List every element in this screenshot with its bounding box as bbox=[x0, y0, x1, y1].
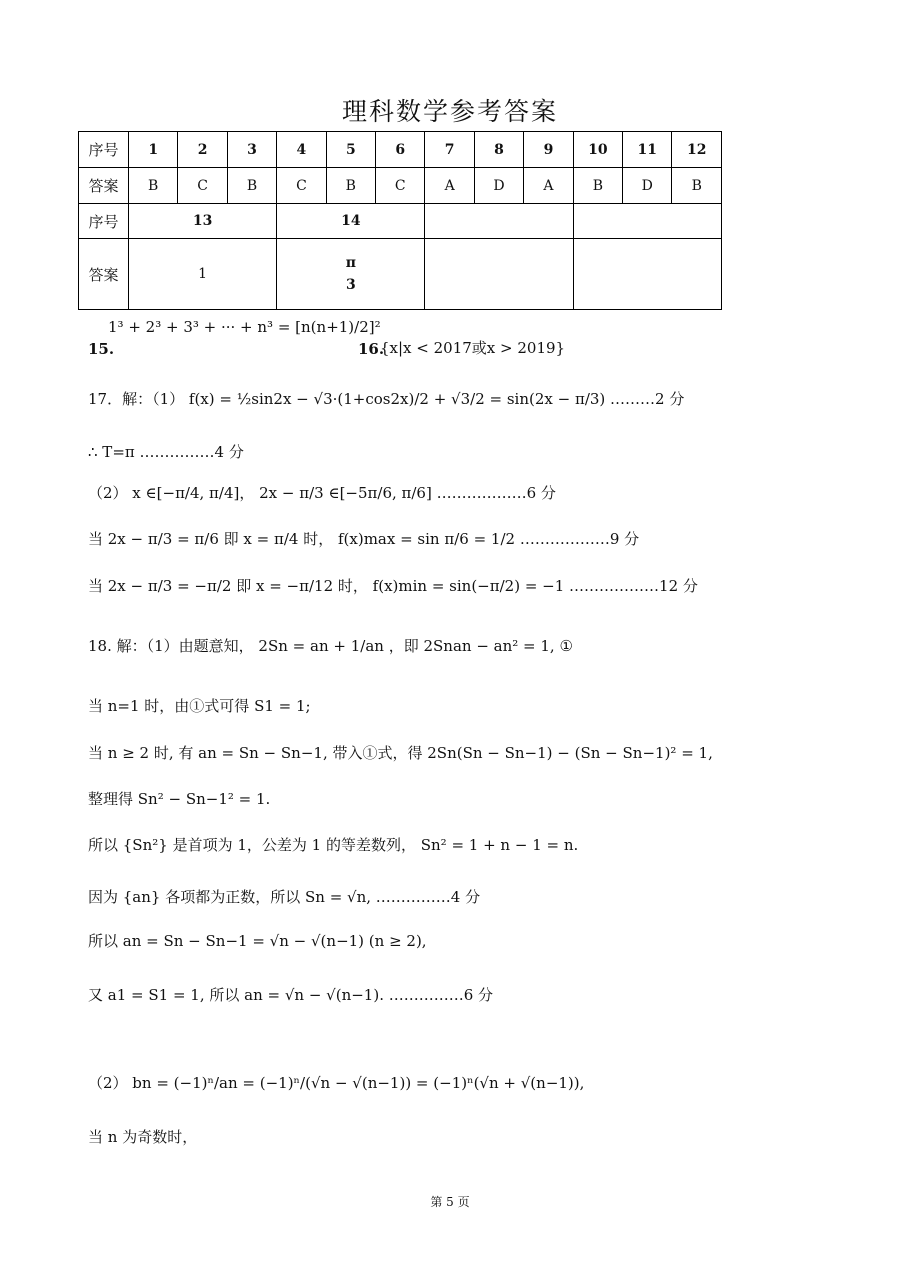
answer-fraction bbox=[346, 252, 356, 297]
question-number: 6 bbox=[376, 132, 425, 168]
question-number: 9 bbox=[524, 132, 573, 168]
q18-n-equals-1: 当 n=1 时，由①式可得 S1 = 1; bbox=[88, 697, 311, 715]
q18-part2: （2） bn = (−1)ⁿ/an = (−1)ⁿ/(√n − √(n−1)) = (−1)ⁿ(√n + √(n−1)), bbox=[88, 1074, 585, 1092]
question-number: 1 bbox=[129, 132, 178, 168]
q18-odd-case: 当 n 为奇数时， bbox=[88, 1128, 198, 1146]
q15-number: 15. bbox=[88, 340, 115, 358]
answer-cell bbox=[277, 239, 425, 310]
q17-part1: 17．解：（1） f(x) = ½sin2x − √3·(1+cos2x)/2 + √3/2 = sin(2x − π/3) ………2 分 bbox=[88, 390, 685, 408]
question-number: 12 bbox=[672, 132, 722, 168]
table-row bbox=[79, 168, 722, 204]
q18-an: 所以 an = Sn − Sn−1 = √n − √(n−1) (n ≥ 2), bbox=[88, 932, 427, 950]
question-number: 13 bbox=[129, 204, 277, 239]
answer-cell: C bbox=[277, 168, 326, 204]
question-number: 2 bbox=[178, 132, 227, 168]
question-number: 4 bbox=[277, 132, 326, 168]
row-label: 序号 bbox=[79, 204, 129, 239]
row-label: 答案 bbox=[79, 168, 129, 204]
empty-cell bbox=[425, 239, 573, 310]
q16-number: 16. bbox=[358, 340, 385, 358]
q17-max: 当 2x − π/3 = π/6 即 x = π/4 时， f(x)max = sin π/6 = 1/2 ………………9 分 bbox=[88, 530, 640, 548]
answer-cell: B bbox=[129, 168, 178, 204]
q18-arrange: 整理得 Sn² − Sn−1² = 1. bbox=[88, 790, 271, 808]
q17-part2-range: （2） x ∈[−π/4, π/4]， 2x − π/3 ∈[−5π/6, π/6] ………………6 分 bbox=[88, 484, 556, 502]
table-row bbox=[79, 239, 722, 310]
page-number: 第 5 页 bbox=[430, 1195, 470, 1209]
answer-cell: D bbox=[623, 168, 672, 204]
q16-expression: {x|x < 2017或x > 2019} bbox=[380, 339, 566, 357]
question-number: 8 bbox=[474, 132, 523, 168]
q17-min: 当 2x − π/3 = −π/2 即 x = −π/12 时， f(x)min = sin(−π/2) = −1 ………………12 分 bbox=[88, 577, 698, 595]
answer-cell: B bbox=[326, 168, 375, 204]
q18-part1: 18. 解：（1）由题意知， 2Sn = an + 1/an ，即 2Snan − an² = 1, ① bbox=[88, 637, 573, 655]
row-label: 序号 bbox=[79, 132, 129, 168]
empty-cell bbox=[573, 239, 721, 310]
fraction-numerator: π bbox=[345, 254, 356, 271]
q18-n-ge-2: 当 n ≥ 2 时, 有 an = Sn − Sn−1, 带入①式，得 2Sn(Sn − Sn−1) − (Sn − Sn−1)² = 1, bbox=[88, 744, 713, 762]
answer-cell: A bbox=[524, 168, 573, 204]
q15-expression: 1³ + 2³ + 3³ + ··· + n³ = [n(n+1)/2]² bbox=[108, 318, 381, 336]
question-number: 7 bbox=[425, 132, 474, 168]
answer-cell: D bbox=[474, 168, 523, 204]
empty-cell bbox=[573, 204, 721, 239]
answer-cell: C bbox=[178, 168, 227, 204]
answer-table bbox=[78, 131, 722, 310]
page-title: 理科数学参考答案 bbox=[341, 97, 558, 126]
answer-cell: A bbox=[425, 168, 474, 204]
question-number: 14 bbox=[277, 204, 425, 239]
answer-cell: B bbox=[672, 168, 722, 204]
q18-sequence: 所以 {Sn²} 是首项为 1，公差为 1 的等差数列， Sn² = 1 + n − 1 = n. bbox=[88, 836, 579, 854]
answer-cell: B bbox=[227, 168, 276, 204]
table-row bbox=[79, 204, 722, 239]
table-row bbox=[79, 132, 722, 168]
question-number: 3 bbox=[227, 132, 276, 168]
q17-period: ∴ T=π ……………4 分 bbox=[88, 443, 244, 461]
q18-a1: 又 a1 = S1 = 1, 所以 an = √n − √(n−1). ……………6 分 bbox=[88, 986, 494, 1004]
fraction-denominator: 3 bbox=[345, 277, 356, 293]
question-number: 10 bbox=[573, 132, 622, 168]
answer-cell: 1 bbox=[129, 239, 277, 310]
question-number: 5 bbox=[326, 132, 375, 168]
row-label: 答案 bbox=[79, 239, 129, 310]
answer-cell: C bbox=[376, 168, 425, 204]
q18-positive: 因为 {an} 各项都为正数，所以 Sn = √n, ……………4 分 bbox=[88, 888, 481, 906]
question-number: 11 bbox=[623, 132, 672, 168]
empty-cell bbox=[425, 204, 573, 239]
answer-cell: B bbox=[573, 168, 622, 204]
